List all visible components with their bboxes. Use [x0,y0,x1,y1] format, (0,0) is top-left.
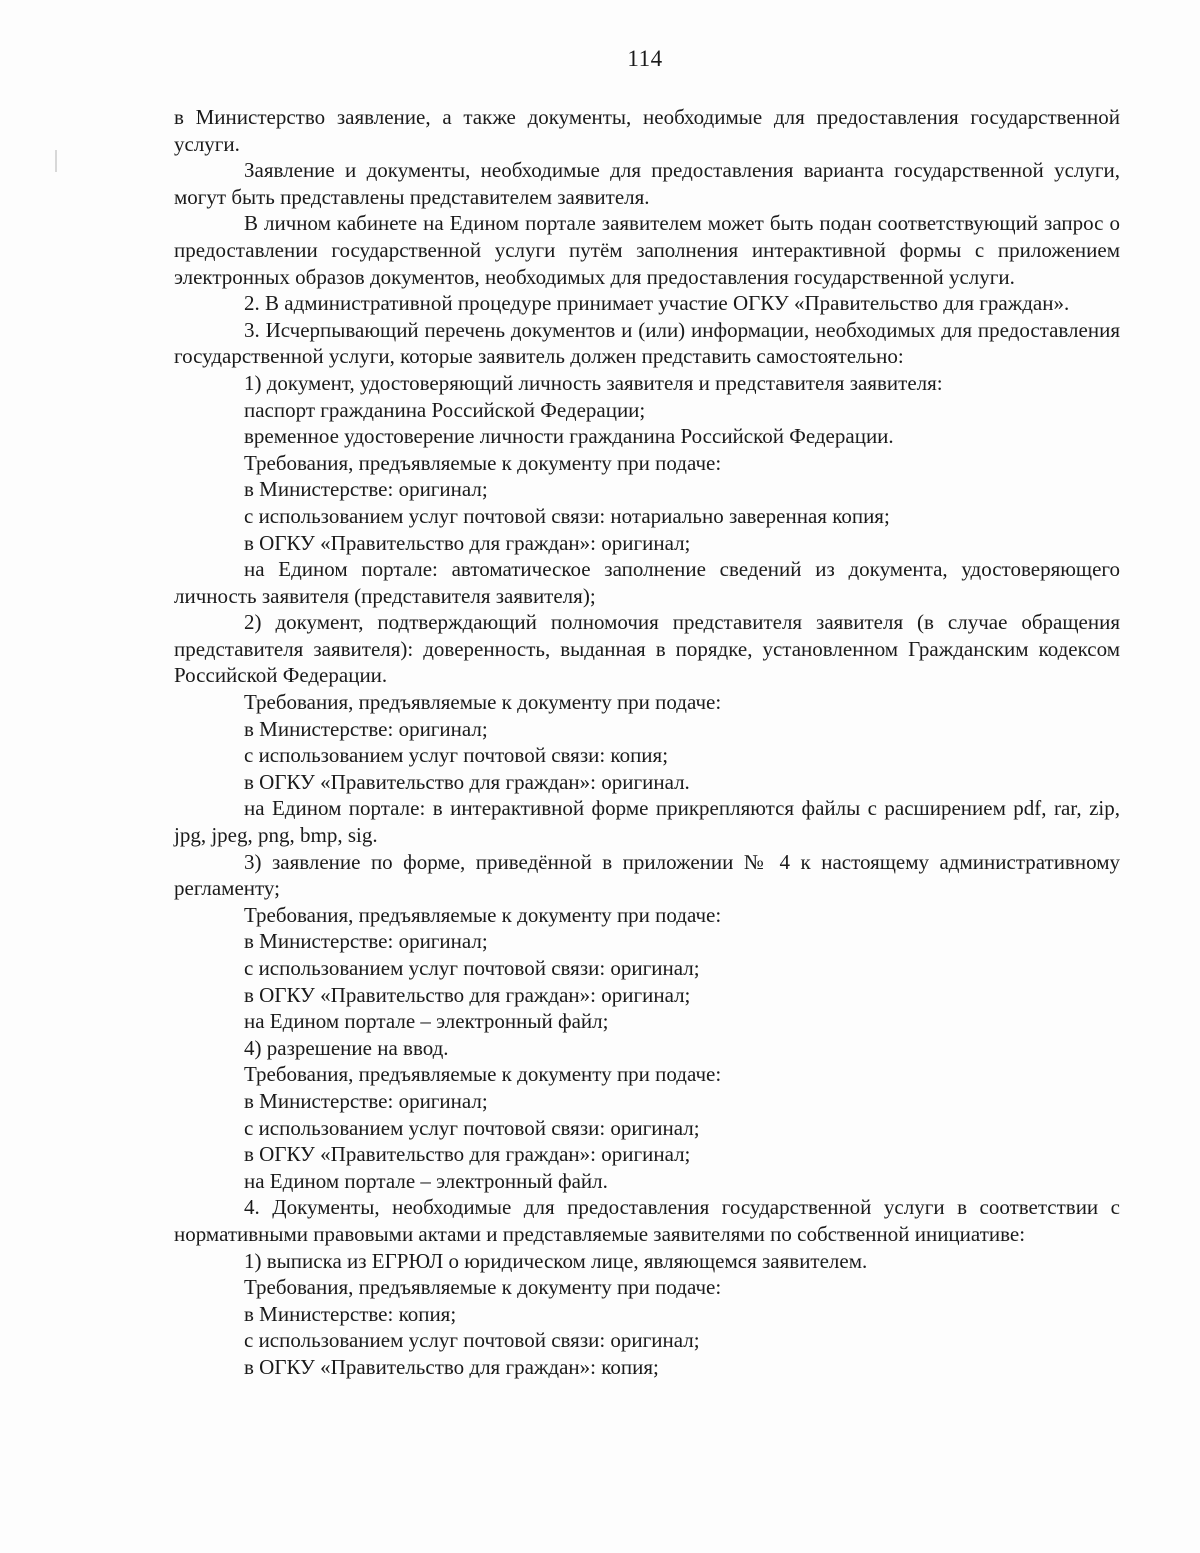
paragraph: в ОГКУ «Правительство для граждан»: оригинал; [244,1142,691,1167]
paragraph: 3) заявление по форме, приведённой в приложении № 4 к настоящему административному регламенту; [174,849,1120,901]
paragraph: с использованием услуг почтовой связи: нотариально заверенная копия; [244,503,890,528]
paragraph: с использованием услуг почтовой связи: оригинал; [244,1328,700,1353]
paragraph: Требования, предъявляемые к документу при подаче: [244,1275,722,1300]
paragraph: 2. В административной процедуре принимает участие ОГКУ «Правительство для граждан». [244,291,1070,316]
body-text [174,104,1120,1381]
paragraph: 1) выписка из ЕГРЮЛ о юридическом лице, являющемся заявителем. [244,1248,868,1273]
paragraph: в Министерстве: копия; [244,1301,457,1326]
paragraph: 2) документ, подтверждающий полномочия представителя заявителя (в случае обращения представителя заявителя): доверенность, выданная в порядке, установленном Гражданским кодексом Российской Федерации. [174,610,1120,688]
paragraph: на Едином портале – электронный файл. [244,1168,608,1193]
scan-artifact [55,150,57,172]
paragraph: в Министерстве: оригинал; [244,1088,488,1113]
paragraph: в Министерстве: оригинал; [244,716,488,741]
paragraph: в Министерство заявление, а также документы, необходимые для предоставления государственной услуги. [174,105,1120,156]
paragraph: паспорт гражданина Российской Федерации; [244,397,646,422]
paragraph: Требования, предъявляемые к документу при подаче: [244,1062,722,1087]
paragraph: на Едином портале – электронный файл; [244,1009,609,1034]
paragraph: в ОГКУ «Правительство для граждан»: оригинал. [244,769,690,794]
paragraph: временное удостоверение личности гражданина Российской Федерации. [244,424,894,449]
paragraph: В личном кабинете на Едином портале заявителем может быть подан соответствующий запрос о предоставлении государственной услуги путём заполнения интерактивной формы с приложением электронных образов документов, необходимых для предоставления государственной услуги. [174,211,1120,289]
paragraph: с использованием услуг почтовой связи: копия; [244,743,669,768]
paragraph: на Едином портале: автоматическое заполнение сведений из документа, удостоверяющего личность заявителя (представителя заявителя); [174,557,1120,608]
paragraph: Требования, предъявляемые к документу при подаче: [244,690,722,715]
paragraph: на Едином портале: в интерактивной форме прикрепляются файлы с расширением pdf, rar, zip, jpg, jpeg, png, bmp, sig. [174,796,1120,848]
paragraph: в Министерстве: оригинал; [244,477,488,502]
paragraph: с использованием услуг почтовой связи: оригинал; [244,956,700,980]
paragraph: в ОГКУ «Правительство для граждан»: копия; [244,1354,659,1379]
paragraph: Требования, предъявляемые к документу при подаче: [244,902,722,927]
paragraph: в ОГКУ «Правительство для граждан»: оригинал; [244,530,691,555]
page-number: 114 [627,46,663,71]
paragraph: 3. Исчерпывающий перечень документов и (или) информации, необходимых для предоставления государственной услуги, которые заявитель должен представить самостоятельно: [174,317,1120,369]
paragraph: 4. Документы, необходимые для предоставления государственной услуги в соответствии с нормативными правовыми актами и представляемые заявителями по собственной инициативе: [174,1195,1120,1246]
paragraph: Требования, предъявляемые к документу при подаче: [244,450,722,475]
paragraph: в Министерстве: оригинал; [244,929,488,954]
paragraph: Заявление и документы, необходимые для предоставления варианта государственной услуги, могут быть представлены представителем заявителя. [174,158,1120,209]
paragraph: 1) документ, удостоверяющий личность заявителя и представителя заявителя: [244,370,943,395]
paragraph: в ОГКУ «Правительство для граждан»: оригинал; [244,982,691,1007]
paragraph: с использованием услуг почтовой связи: оригинал; [244,1115,700,1140]
paragraph: 4) разрешение на ввод. [244,1035,449,1060]
